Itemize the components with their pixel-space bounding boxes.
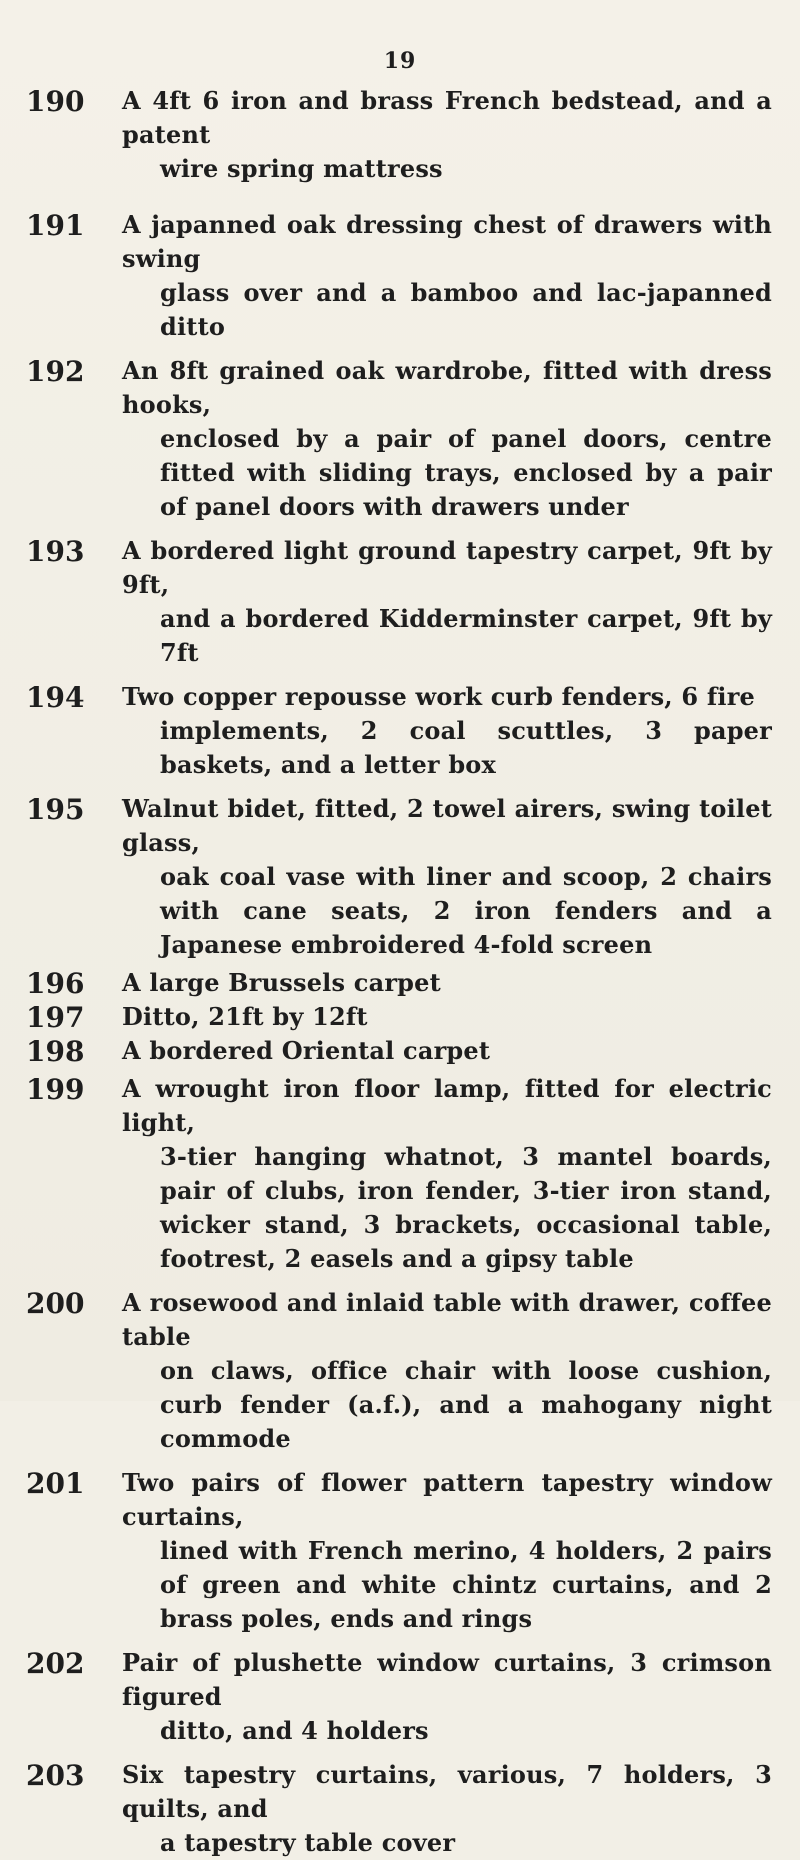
lot-description	[122, 1758, 772, 1860]
lot-number: 199	[26, 1073, 85, 1106]
lot-entry	[0, 1646, 800, 1748]
lot-number: 201	[26, 1467, 85, 1500]
lot-description	[122, 208, 772, 344]
lot-entry	[0, 1072, 800, 1276]
lot-description-first-line: A bordered light ground tapestry carpet, 9ft by 9ft,	[122, 536, 772, 599]
lot-description	[122, 1000, 772, 1034]
lot-number: 193	[26, 535, 85, 568]
lot-description	[122, 1646, 772, 1748]
lot-description-continuation: wire spring mattress	[160, 154, 443, 183]
lot-number: 203	[26, 1759, 85, 1792]
lot-description-continuation: oak coal vase with liner and scoop, 2 chairs with cane seats, 2 iron fenders and a Japanese embroidered 4-fold screen	[160, 862, 772, 959]
lot-number: 192	[26, 355, 85, 388]
lot-number: 191	[26, 209, 85, 242]
lot-entry	[0, 84, 800, 186]
lot-description	[122, 1286, 772, 1456]
lot-description-first-line: An 8ft grained oak wardrobe, fitted with dress hooks,	[122, 356, 772, 419]
lot-description	[122, 792, 772, 962]
lot-description-first-line: A bordered Oriental carpet	[122, 1036, 491, 1065]
lot-entry	[0, 354, 800, 524]
lot-number: 196	[26, 967, 85, 1000]
lot-entry	[0, 208, 800, 344]
lot-entry	[0, 1034, 800, 1068]
lot-description-first-line: Two pairs of flower pattern tapestry window curtains,	[122, 1468, 772, 1531]
lot-description-continuation: 3-tier hanging whatnot, 3 mantel boards, pair of clubs, iron fender, 3-tier iron stand, wicker stand, 3 brackets, occasional table, footrest, 2 easels and a gipsy table	[160, 1142, 772, 1273]
lot-number: 200	[26, 1287, 85, 1320]
lot-entry	[0, 792, 800, 962]
lot-number: 202	[26, 1647, 85, 1680]
lot-description-first-line: Ditto, 21ft by 12ft	[122, 1002, 368, 1031]
lot-description-continuation: implements, 2 coal scuttles, 3 paper baskets, and a letter box	[160, 716, 772, 779]
lot-number: 194	[26, 681, 85, 714]
lot-description-continuation: enclosed by a pair of panel doors, centre fitted with sliding trays, enclosed by a pair of panel doors with drawers under	[160, 424, 772, 521]
lot-number: 190	[26, 85, 85, 118]
lot-description-first-line: A 4ft 6 iron and brass French bedstead, and a patent	[122, 86, 772, 149]
lot-description-first-line: Walnut bidet, fitted, 2 towel airers, swing toilet glass,	[122, 794, 772, 857]
lot-description	[122, 1034, 772, 1068]
lot-description-first-line: Six tapestry curtains, various, 7 holders, 3 quilts, and	[122, 1760, 772, 1823]
lot-number: 197	[26, 1001, 85, 1034]
lot-number: 195	[26, 793, 85, 826]
lot-description-continuation: a tapestry table cover	[160, 1828, 456, 1857]
lot-description	[122, 966, 772, 1000]
lot-description	[122, 354, 772, 524]
lot-description-continuation: on claws, office chair with loose cushion, curb fender (a.f.), and a mahogany night commode	[160, 1356, 772, 1453]
lot-description-first-line: Pair of plushette window curtains, 3 crimson figured	[122, 1648, 772, 1711]
lot-number: 198	[26, 1035, 85, 1068]
lot-entry	[0, 534, 800, 670]
lot-description-first-line: A rosewood and inlaid table with drawer, coffee table	[122, 1288, 772, 1351]
lot-description-first-line: A large Brussels carpet	[122, 968, 441, 997]
lot-description-continuation: ditto, and 4 holders	[160, 1716, 429, 1745]
lot-description	[122, 84, 772, 186]
lot-entry	[0, 680, 800, 782]
lot-description	[122, 1072, 772, 1276]
lot-description	[122, 1466, 772, 1636]
lot-entry	[0, 1758, 800, 1860]
lot-description-continuation: glass over and a bamboo and lac-japanned ditto	[160, 278, 772, 341]
page-number: 19	[383, 48, 417, 74]
lot-description-continuation: lined with French merino, 4 holders, 2 pairs of green and white chintz curtains, and 2 brass poles, ends and rings	[160, 1536, 772, 1633]
lot-entry	[0, 1000, 800, 1034]
lot-description	[122, 680, 772, 782]
lot-description-first-line: A wrought iron floor lamp, fitted for electric light,	[122, 1074, 772, 1137]
lot-entry	[0, 1466, 800, 1636]
lot-description	[122, 534, 772, 670]
lot-entry	[0, 1286, 800, 1456]
lot-description-first-line: Two copper repousse work curb fenders, 6 fire	[122, 682, 756, 711]
lot-entry	[0, 966, 800, 1000]
lot-description-continuation: and a bordered Kidderminster carpet, 9ft by 7ft	[160, 604, 772, 667]
lot-list	[0, 84, 800, 1860]
lot-description-first-line: A japanned oak dressing chest of drawers with swing	[122, 210, 772, 273]
